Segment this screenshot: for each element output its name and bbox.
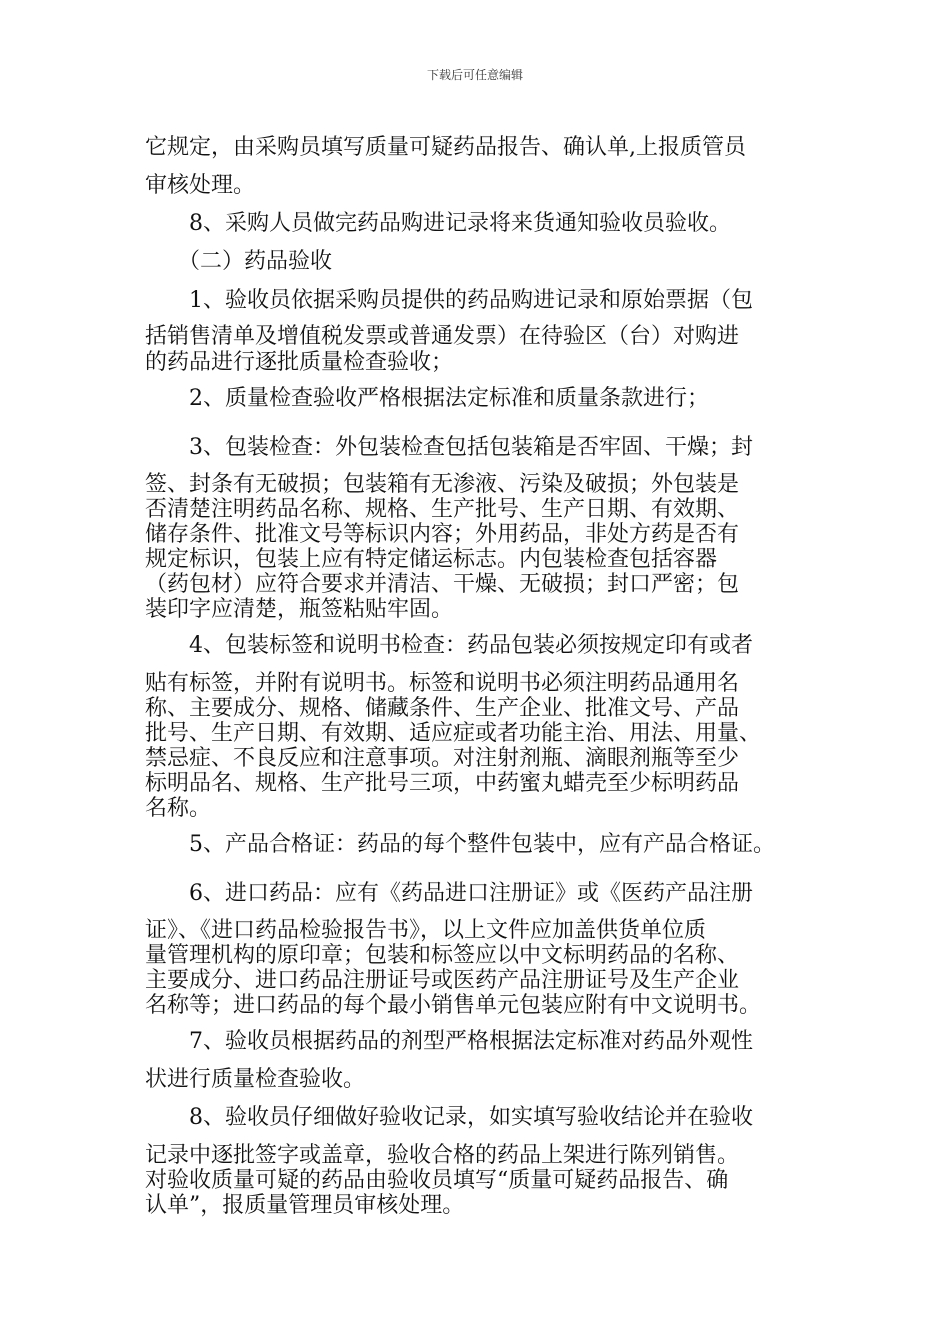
text-line: 3、包装检查：外包装检查包括包装箱是否牢固、干燥；封 (189, 435, 753, 460)
text-line: 对验收质量可疑的药品由验收员填写“质量可疑药品报告、确 (145, 1168, 729, 1193)
text-line: 证》、《进口药品检验报告书》，以上文件应加盖供货单位质 (145, 918, 707, 943)
text-line: 标明品名、规格、生产批号三项，中药蜜丸蜡壳至少标明药品 (145, 771, 740, 796)
text-line: 装印字应清楚，瓶签粘贴牢固。 (145, 597, 454, 622)
text-line: 状进行质量检查验收。 (145, 1067, 366, 1092)
text-line: 贴有标签，并附有说明书。标签和说明书必须注明药品通用名 (145, 671, 740, 696)
text-line: 8、采购人员做完药品购进记录将来货通知验收员验收。 (189, 211, 731, 236)
text-line: 1、验收员依据采购员提供的药品购进记录和原始票据（包 (189, 288, 753, 313)
text-line: 记录中逐批签字或盖章，验收合格的药品上架进行陈列销售。 (145, 1143, 740, 1168)
section-heading: （二）药品验收 (178, 249, 333, 274)
text-line: 审核处理。 (145, 173, 256, 198)
text-line: 否清楚注明药品名称、规格、生产批号、生产日期、有效期、 (145, 497, 740, 522)
text-line: 7、验收员根据药品的剂型严格根据法定标准对药品外观性 (189, 1029, 753, 1054)
text-line: 括销售清单及增值税发票或普通发票）在待验区（台）对购进 (145, 324, 740, 349)
text-line: 储存条件、批准文号等标识内容；外用药品，非处方药是否有 (145, 522, 740, 547)
text-line: 主要成分、进口药品注册证号或医药产品注册证号及生产企业 (145, 968, 740, 993)
text-line: 4、包装标签和说明书检查：药品包装必须按规定印有或者 (189, 633, 753, 658)
text-line: 2、质量检查验收严格根据法定标准和质量条款进行； (189, 386, 709, 411)
text-line: 6、进口药品：应有《药品进口注册证》或《医药产品注册 (189, 881, 753, 906)
text-line: 8、验收员仔细做好验收记录，如实填写验收结论并在验收 (189, 1105, 753, 1130)
text-line: 5、产品合格证：药品的每个整件包装中，应有产品合格证。 (189, 832, 775, 857)
text-line: 批号、生产日期、有效期、适应症或者功能主治、用法、用量、 (145, 721, 762, 746)
text-line: 的药品进行逐批质量检查验收； (145, 350, 454, 375)
text-line: 名称。 (145, 796, 212, 821)
text-line: 它规定，由采购员填写质量可疑药品报告、确认单,上报质管员 (145, 135, 746, 160)
text-line: 量管理机构的原印章；包装和标签应以中文标明药品的名称、 (145, 943, 740, 968)
text-line: 称、主要成分、规格、储藏条件、生产企业、批准文号、产品 (145, 696, 740, 721)
text-line: 规定标识，包装上应有特定储运标志。内包装检查包括容器 (145, 547, 718, 572)
text-line: 签、封条有无破损；包装箱有无渗液、污染及破损；外包装是 (145, 472, 740, 497)
text-line: 名称等；进口药品的每个最小销售单元包装应附有中文说明书。 (145, 993, 762, 1018)
text-line: （药包材）应符合要求并清洁、干燥、无破损；封口严密；包 (145, 572, 740, 597)
text-line: 认单”，报质量管理员审核处理。 (145, 1193, 465, 1218)
page-header: 下载后可任意编辑 (426, 68, 523, 82)
text-line: 禁忌症、不良反应和注意事项。对注射剂瓶、滴眼剂瓶等至少 (145, 746, 740, 771)
